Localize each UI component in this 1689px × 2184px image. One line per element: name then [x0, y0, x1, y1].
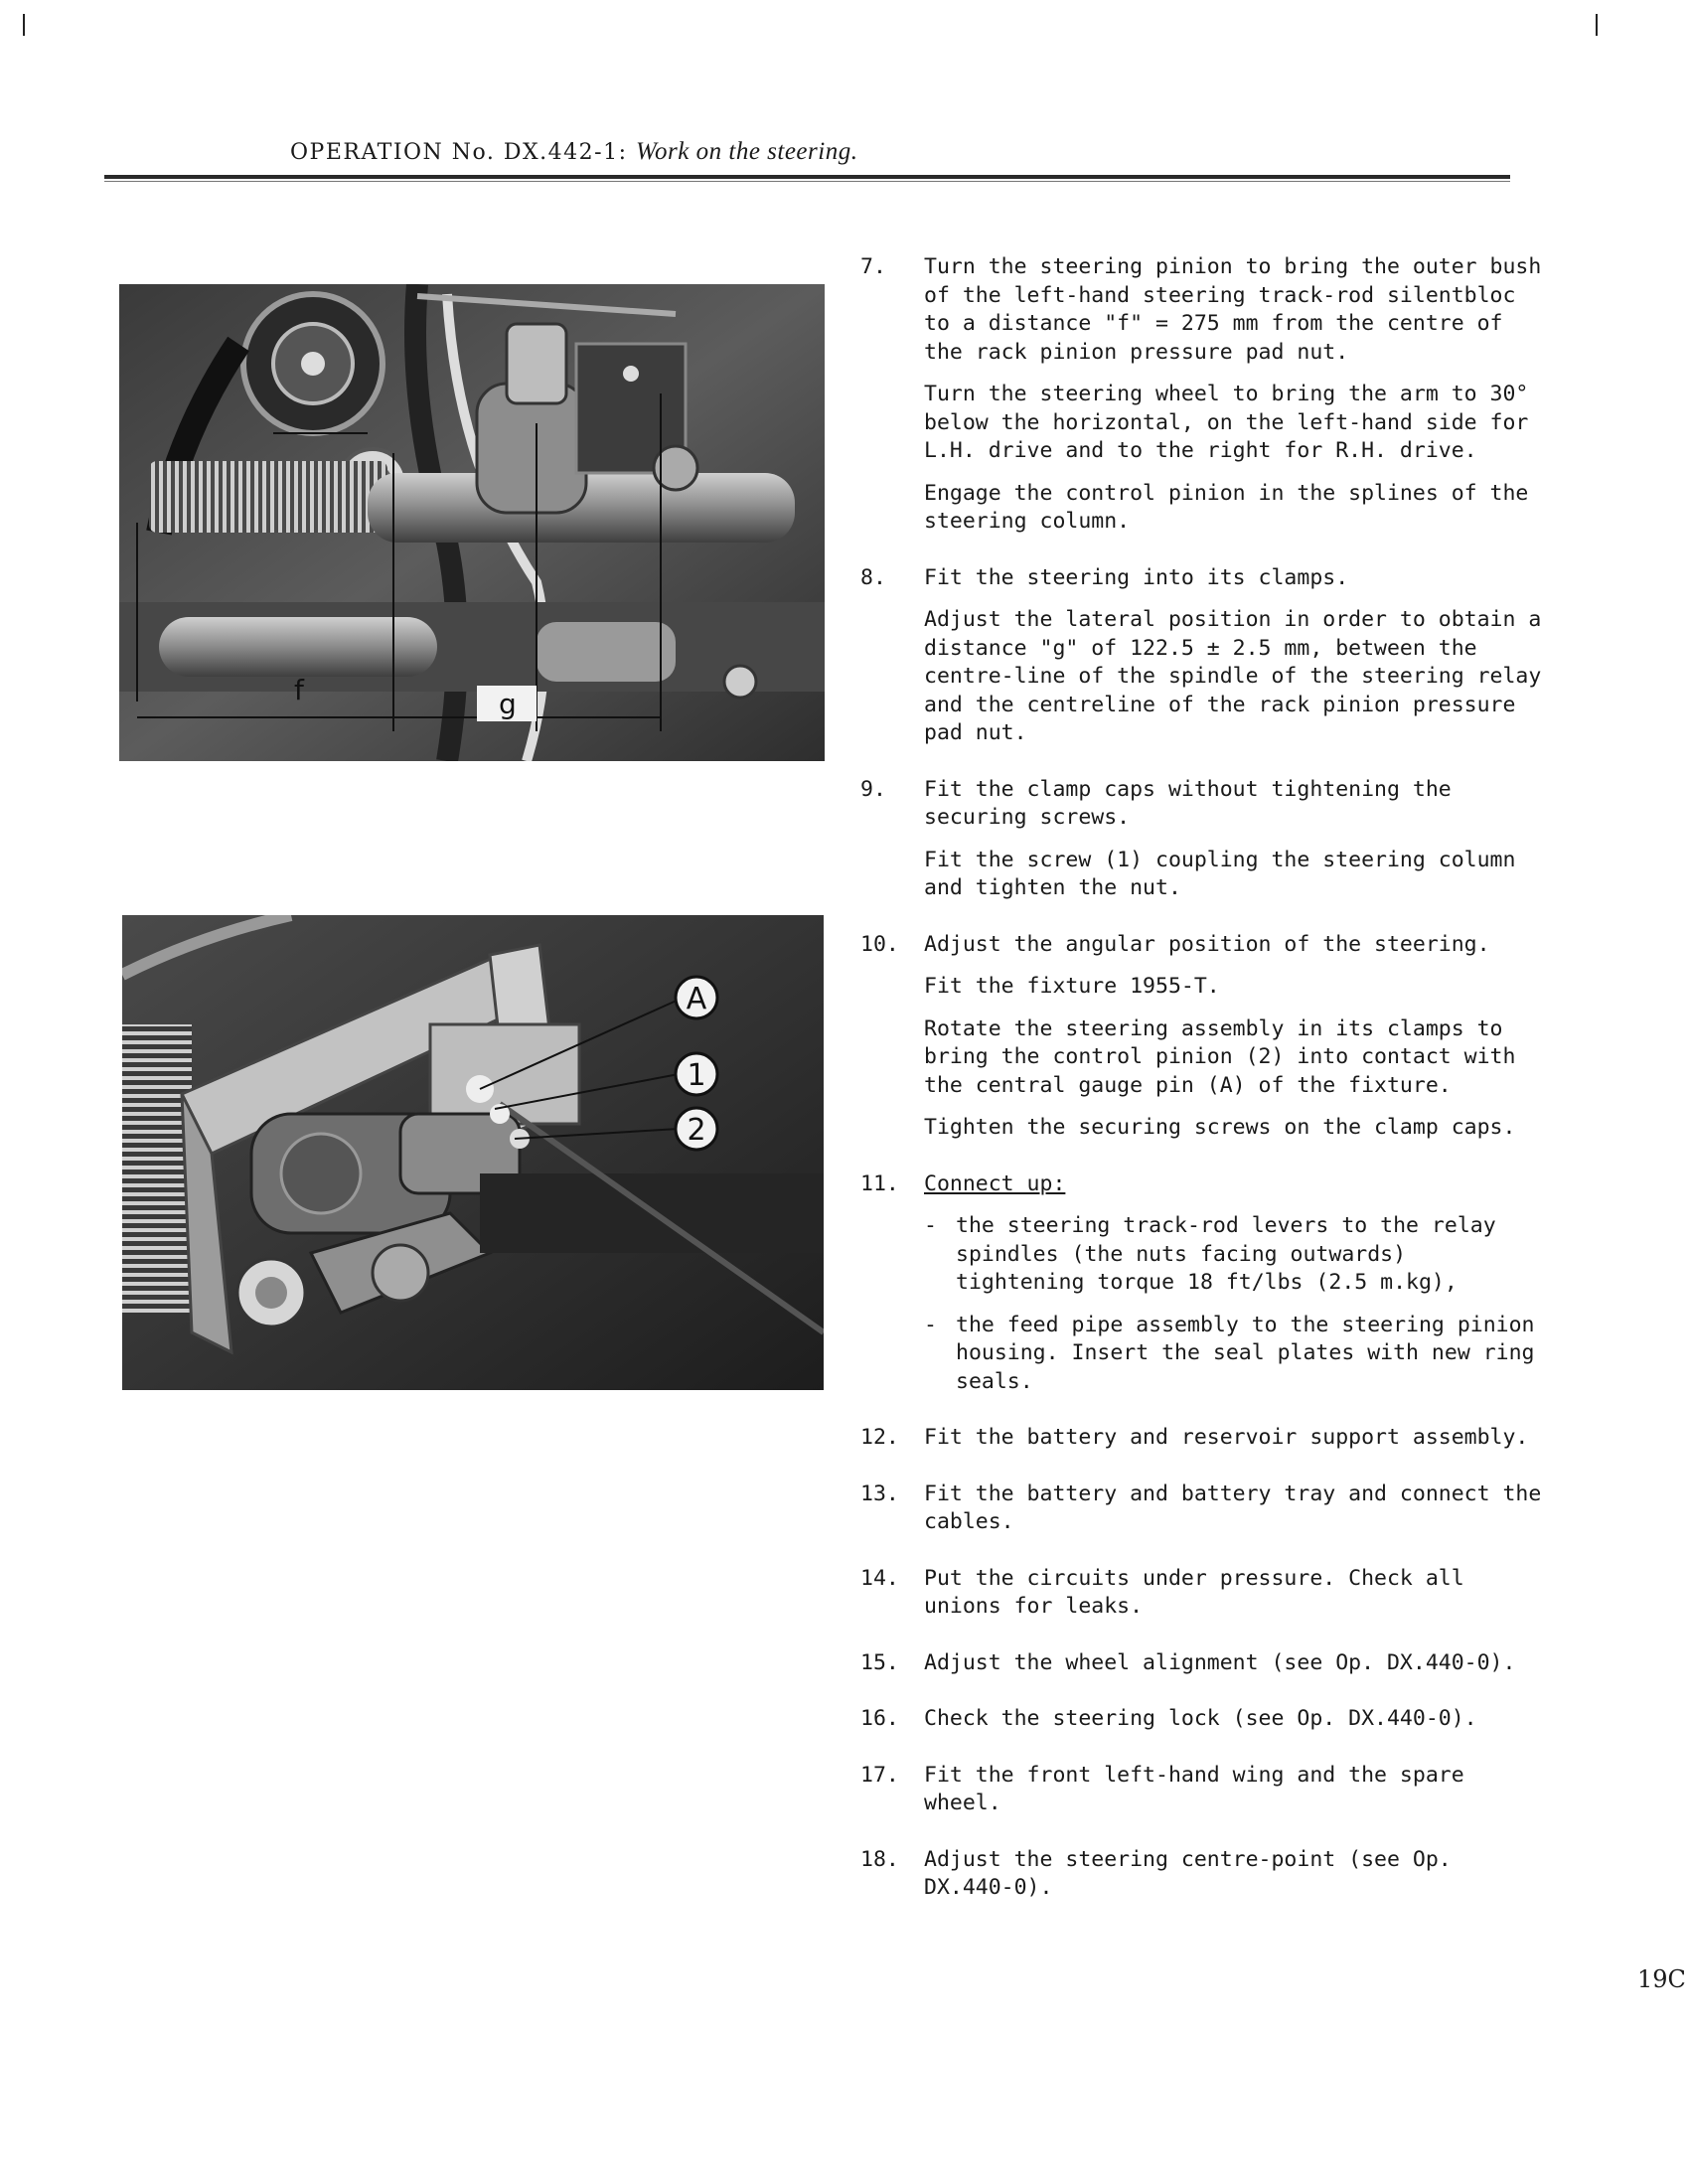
step-17 — [860, 1762, 1546, 1818]
step-12 — [860, 1424, 1546, 1453]
crop-mark-left — [23, 14, 25, 36]
step-number: 12. — [860, 1425, 899, 1450]
step-number: 17. — [860, 1762, 899, 1788]
bullet-item: - the feed pipe assembly to the steering pinion housing. Insert the seal plates with new ring seals. — [924, 1312, 1546, 1397]
step-text: Adjust the lateral position in order to obtain a distance "g" of 122.5 ± 2.5 mm, between the centre-line of the spindle of the steering relay and the centreline of the rack pinion pressure pad nut. — [924, 607, 1542, 745]
page-header — [290, 138, 857, 166]
step-text: Engage the control pinion in the splines of the steering column. — [924, 480, 1529, 534]
step-text: Rotate the steering assembly in its clamps to bring the control pinion (2) into contact with the central gauge pin (A) of the fixture. — [924, 1015, 1516, 1098]
page-number: 19C — [1637, 1965, 1686, 1993]
step-number: 13. — [860, 1481, 899, 1506]
step-16 — [860, 1705, 1546, 1734]
step-number: 11. — [860, 1170, 899, 1196]
step-15 — [860, 1649, 1546, 1678]
step-text: Fit the clamp caps without tightening the securing screws. — [924, 776, 1452, 830]
step-text: Fit the battery and battery tray and connect the cables. — [924, 1481, 1542, 1534]
step-8 — [860, 564, 1546, 748]
step-text: Fit the fixture 1955-T. — [924, 974, 1220, 999]
step-9 — [860, 776, 1546, 903]
operation-number: OPERATION No. DX.442-1: — [290, 140, 628, 165]
dimension-label-f: f — [294, 674, 304, 706]
bullet-item: - the steering track-rod levers to the relay spindles (the nuts facing outwards) tightening torque 18 ft/lbs (2.5 m.kg), — [924, 1212, 1546, 1298]
step-number: 15. — [860, 1649, 899, 1675]
header-rule-thin — [104, 181, 1510, 182]
svg-text:A: A — [686, 982, 707, 1016]
step-text: Check the steering lock (see Op. DX.440-0). — [924, 1706, 1477, 1731]
steering-fixture-photo — [122, 915, 824, 1390]
svg-text:1: 1 — [687, 1058, 706, 1093]
step-13 — [860, 1481, 1546, 1537]
step-text: Adjust the wheel alignment (see Op. DX.440-0). — [924, 1649, 1516, 1675]
step-text: Fit the screw (1) coupling the steering column and tighten the nut. — [924, 847, 1516, 900]
step-10 — [860, 931, 1546, 1143]
bullet-text: the feed pipe assembly to the steering pinion housing. Insert the seal plates with new ring seals. — [956, 1312, 1535, 1394]
step-text: Fit the front left-hand wing and the spare wheel. — [924, 1762, 1464, 1815]
step-number: 10. — [860, 931, 899, 957]
step-text: Adjust the angular position of the steering. — [924, 931, 1490, 957]
step-heading: Connect up: — [924, 1170, 1066, 1196]
callout-a — [676, 977, 717, 1018]
step-text: Turn the steering pinion to bring the outer bush of the left-hand steering track-rod silentbloc to a distance "f" = 275 mm from the centre of the rack pinion pressure pad nut. — [924, 254, 1542, 365]
steering-rack-illustration — [119, 284, 825, 761]
dimension-label-g: g — [499, 688, 517, 720]
step-number: 16. — [860, 1706, 899, 1731]
steering-fixture-illustration — [122, 915, 824, 1390]
step-text: Adjust the steering centre-point (see Op. DX.440-0). — [924, 1846, 1452, 1900]
svg-text:2: 2 — [687, 1113, 706, 1148]
bullet-text: the steering track-rod levers to the relay spindles (the nuts facing outwards) tightening torque 18 ft/lbs (2.5 m.kg), — [956, 1213, 1496, 1295]
step-14 — [860, 1565, 1546, 1622]
step-18 — [860, 1846, 1546, 1903]
instruction-steps — [860, 253, 1546, 1931]
callout-2 — [676, 1108, 717, 1150]
callout-1 — [676, 1053, 717, 1095]
step-text: Put the circuits under pressure. Check all unions for leaks. — [924, 1565, 1464, 1619]
step-number: 14. — [860, 1565, 899, 1591]
header-rule — [104, 175, 1510, 179]
operation-title: Work on the steering. — [636, 138, 858, 165]
step-7 — [860, 253, 1546, 537]
step-text: Turn the steering wheel to bring the arm to 30° below the horizontal, on the left-hand side for L.H. drive and to the right for R.H. drive. — [924, 382, 1529, 463]
step-number: 8. — [860, 564, 886, 590]
step-text: Fit the battery and reservoir support assembly. — [924, 1425, 1529, 1450]
step-number: 9. — [860, 776, 886, 802]
step-11 — [860, 1170, 1546, 1397]
step-number: 18. — [860, 1846, 899, 1872]
steering-rack-photo — [119, 284, 825, 761]
step-number: 7. — [860, 254, 886, 279]
step-text: Fit the steering into its clamps. — [924, 564, 1349, 590]
step-text: Tighten the securing screws on the clamp caps. — [924, 1115, 1516, 1140]
crop-mark-right — [1596, 14, 1598, 36]
